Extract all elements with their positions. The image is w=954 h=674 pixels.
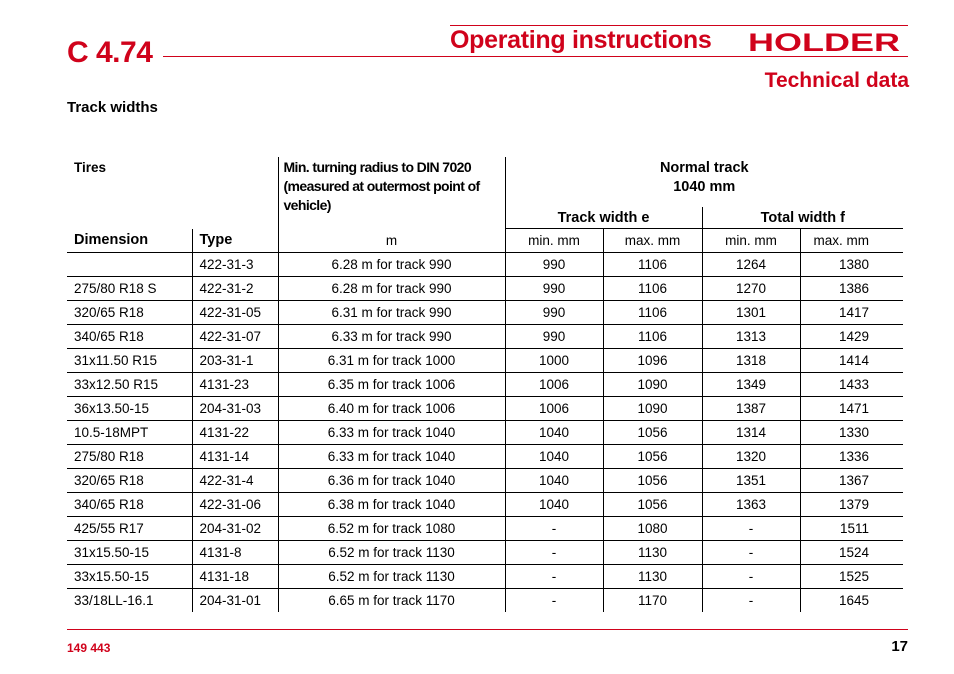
cell-type: 4131-22 <box>192 420 278 444</box>
col-f-min: min. mm <box>702 229 800 253</box>
cell-f-max: 1524 <box>800 540 903 564</box>
cell-f-min: - <box>702 516 800 540</box>
cell-f-min: 1387 <box>702 396 800 420</box>
cell-type: 204-31-01 <box>192 588 278 612</box>
cell-f-max: 1471 <box>800 396 903 420</box>
footer-rule <box>67 629 908 630</box>
cell-f-max: 1336 <box>800 444 903 468</box>
group-normal-track <box>505 157 903 207</box>
cell-e-min: 990 <box>505 300 603 324</box>
cell-dimension: 33x12.50 R15 <box>67 372 192 396</box>
cell-f-max: 1511 <box>800 516 903 540</box>
footer-doc-number: 149 443 <box>67 641 111 655</box>
cell-type: 204-31-02 <box>192 516 278 540</box>
table-row <box>67 492 903 516</box>
cell-e-max: 1056 <box>603 420 702 444</box>
cell-e-max: 1130 <box>603 540 702 564</box>
cell-e-max: 1056 <box>603 492 702 516</box>
cell-dimension: 33/18LL-16.1 <box>74 592 154 608</box>
cell-f-max: 1433 <box>800 372 903 396</box>
cell-e-min: - <box>505 516 603 540</box>
cell-f-max: 1645 <box>800 588 903 612</box>
table-row <box>67 396 903 420</box>
cell-turning-radius: 6.38 m for track 1040 <box>278 492 505 516</box>
cell-f-max: 1379 <box>800 492 903 516</box>
cell-e-max: 1106 <box>603 276 702 300</box>
cell-type: 4131-18 <box>192 564 278 588</box>
table-row <box>67 564 903 588</box>
cell-type: 422-31-3 <box>192 252 278 276</box>
cell-dimension: 340/65 R18 <box>67 324 192 348</box>
cell-e-min: - <box>505 564 603 588</box>
cell-turning-radius: 6.28 m for track 990 <box>278 252 505 276</box>
table-row <box>67 324 903 348</box>
cell-e-min: 1040 <box>505 492 603 516</box>
cell-type: 4131-14 <box>192 444 278 468</box>
cell-type: 422-31-07 <box>192 324 278 348</box>
col-turning-unit: m <box>278 229 505 253</box>
normal-track-value: 1040 mm <box>673 179 736 195</box>
normal-track-label: Normal track <box>659 160 749 176</box>
cell-e-max: 1056 <box>603 468 702 492</box>
cell-dimension: 275/80 R18 S <box>67 276 192 300</box>
cell-e-min: 1006 <box>505 372 603 396</box>
header-mid-rule <box>163 56 908 57</box>
cell-e-min: 1000 <box>505 348 603 372</box>
cell-f-min: 1351 <box>702 468 800 492</box>
cell-type: 204-31-03 <box>192 396 278 420</box>
cell-e-min: 1006 <box>505 396 603 420</box>
cell-e-max: 1170 <box>603 588 702 612</box>
cell-f-min: 1320 <box>702 444 800 468</box>
cell-e-max: 1090 <box>603 372 702 396</box>
cell-f-min: - <box>702 564 800 588</box>
cell-f-min: 1318 <box>702 348 800 372</box>
cell-dimension: 31x15.50-15 <box>67 540 192 564</box>
cell-type: 422-31-4 <box>192 468 278 492</box>
cell-f-min: 1270 <box>702 276 800 300</box>
group-track-width: Track width e <box>505 207 702 229</box>
cell-f-max: 1417 <box>800 300 903 324</box>
cell-dimension: 10.5-18MPT <box>67 420 192 444</box>
table-row <box>67 420 903 444</box>
cell-f-max: 1330 <box>800 420 903 444</box>
col-f-max: max. mm <box>800 229 903 253</box>
cell-f-min: 1314 <box>702 420 800 444</box>
cell-f-min: 1313 <box>702 324 800 348</box>
cell-f-min: 1349 <box>702 372 800 396</box>
table-row <box>67 588 903 612</box>
col-e-max: max. mm <box>603 229 702 253</box>
table-row <box>67 348 903 372</box>
col-e-min: min. mm <box>505 229 603 253</box>
cell-e-max: 1106 <box>603 300 702 324</box>
cell-turning-radius: 6.35 m for track 1006 <box>278 372 505 396</box>
cell-dimension: 320/65 R18 <box>67 300 192 324</box>
doc-title: Operating instructions <box>450 26 712 54</box>
cell-dimension: 425/55 R17 <box>67 516 192 540</box>
group-total-width: Total width f <box>702 207 903 229</box>
cell-e-max: 1056 <box>603 444 702 468</box>
group-turning-radius: Min. turning radius to DIN 7020 (measured at outermost point of vehicle) <box>278 157 505 229</box>
cell-e-max: 1130 <box>603 564 702 588</box>
table-row <box>67 540 903 564</box>
cell-e-min: - <box>505 540 603 564</box>
cell-type: 203-31-1 <box>192 348 278 372</box>
group-tires: Tires <box>74 160 107 175</box>
cell-dimension: 275/80 R18 <box>67 444 192 468</box>
cell-e-min: - <box>505 588 603 612</box>
cell-e-min: 1040 <box>505 444 603 468</box>
cell-turning-radius: 6.36 m for track 1040 <box>278 468 505 492</box>
cell-f-min: - <box>702 588 800 612</box>
section-code: C 4.74 <box>67 36 153 69</box>
holder-logo <box>748 31 902 53</box>
cell-dimension: 320/65 R18 <box>67 468 192 492</box>
cell-type: 422-31-2 <box>192 276 278 300</box>
cell-type: 422-31-06 <box>192 492 278 516</box>
brand-text: HOLDER <box>748 31 900 53</box>
cell-turning-radius: 6.52 m for track 1130 <box>278 540 505 564</box>
cell-e-min: 990 <box>505 252 603 276</box>
cell-e-max: 1106 <box>603 252 702 276</box>
cell-e-min: 1040 <box>505 420 603 444</box>
cell-turning-radius: 6.33 m for track 1040 <box>278 444 505 468</box>
cell-dimension: 33x15.50-15 <box>67 564 192 588</box>
cell-turning-radius: 6.40 m for track 1006 <box>278 396 505 420</box>
cell-e-max: 1096 <box>603 348 702 372</box>
cell-f-max: 1367 <box>800 468 903 492</box>
section-heading: Track widths <box>67 99 158 116</box>
table-row <box>67 252 903 276</box>
doc-subtitle: Technical data <box>764 69 909 92</box>
cell-f-min: 1264 <box>702 252 800 276</box>
cell-f-max: 1414 <box>800 348 903 372</box>
cell-type: 4131-8 <box>192 540 278 564</box>
cell-dimension: 36x13.50-15 <box>67 396 192 420</box>
cell-turning-radius: 6.52 m for track 1080 <box>278 516 505 540</box>
cell-type: 4131-23 <box>192 372 278 396</box>
cell-e-max: 1090 <box>603 396 702 420</box>
table-row <box>67 372 903 396</box>
cell-f-min: 1363 <box>702 492 800 516</box>
cell-f-min: - <box>702 540 800 564</box>
track-widths-table <box>67 157 903 612</box>
cell-turning-radius: 6.28 m for track 990 <box>278 276 505 300</box>
cell-f-min: 1301 <box>702 300 800 324</box>
cell-type: 422-31-05 <box>192 300 278 324</box>
cell-e-min: 1040 <box>505 468 603 492</box>
cell-e-min: 990 <box>505 324 603 348</box>
cell-f-max: 1525 <box>800 564 903 588</box>
cell-turning-radius: 6.31 m for track 990 <box>278 300 505 324</box>
cell-dimension: 31x11.50 R15 <box>67 348 192 372</box>
table-row <box>67 444 903 468</box>
cell-e-min: 990 <box>505 276 603 300</box>
cell-turning-radius: 6.52 m for track 1130 <box>278 564 505 588</box>
col-dimension: Dimension <box>67 229 192 253</box>
table-row <box>67 300 903 324</box>
table-body <box>67 252 903 612</box>
table-row <box>67 468 903 492</box>
cell-turning-radius: 6.33 m for track 1040 <box>278 420 505 444</box>
page-number: 17 <box>891 638 908 655</box>
cell-f-max: 1380 <box>800 252 903 276</box>
cell-e-max: 1106 <box>603 324 702 348</box>
cell-turning-radius: 6.31 m for track 1000 <box>278 348 505 372</box>
cell-dimension <box>67 252 192 276</box>
cell-f-max: 1386 <box>800 276 903 300</box>
cell-e-max: 1080 <box>603 516 702 540</box>
col-type: Type <box>192 229 278 253</box>
cell-dimension: 340/65 R18 <box>67 492 192 516</box>
cell-turning-radius: 6.33 m for track 990 <box>278 324 505 348</box>
table-row <box>67 276 903 300</box>
table-row <box>67 516 903 540</box>
cell-turning-radius: 6.65 m for track 1170 <box>278 588 505 612</box>
cell-f-max: 1429 <box>800 324 903 348</box>
